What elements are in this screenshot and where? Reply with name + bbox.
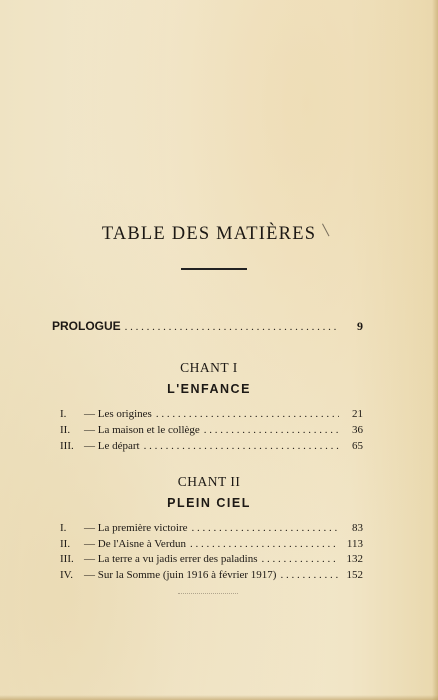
entry-title: — La maison et le collège	[84, 424, 200, 436]
dot-leader	[190, 538, 339, 550]
entry-title: — Les origines	[84, 408, 152, 420]
toc-entry	[60, 569, 363, 581]
page-number: 83	[352, 522, 363, 534]
toc-entry	[60, 440, 363, 452]
toc-entry	[60, 553, 363, 565]
faint-bleed-through	[178, 593, 238, 596]
page-edge-right	[432, 0, 438, 700]
entry-number: I.	[60, 522, 67, 534]
title-rule	[181, 268, 247, 270]
entry-number: II.	[60, 538, 71, 550]
chant-label: CHANT II	[177, 474, 241, 489]
page-number: 21	[352, 408, 363, 420]
entry-title: — La terre a vu jadis errer des paladins	[84, 553, 258, 565]
entry-title: — De l'Aisne à Verdun	[84, 538, 186, 550]
page-edge-bottom	[0, 695, 438, 700]
dot-leader	[144, 440, 339, 452]
dot-leader	[204, 424, 339, 436]
toc-entry	[60, 424, 363, 436]
dot-leader	[125, 321, 339, 333]
page-number: 9	[357, 319, 363, 333]
dot-leader	[280, 569, 339, 581]
toc-entry-prologue	[52, 319, 363, 334]
page-number: 65	[352, 440, 363, 452]
chant-title: L'ENFANCE	[167, 382, 251, 396]
entry-title: — Sur la Somme (juin 1916 à février 1917)	[84, 569, 277, 581]
entry-number: I.	[60, 408, 67, 420]
dot-leader	[261, 553, 339, 565]
entry-title: — Le départ	[84, 440, 140, 452]
dot-leader	[192, 522, 339, 534]
chant-title: PLEIN CIEL	[167, 496, 251, 510]
toc-entry	[60, 538, 363, 550]
page-number: 152	[346, 569, 363, 581]
page-title: TABLE DES MATIÈRES	[101, 224, 317, 244]
toc-entry	[60, 408, 363, 420]
chant-label: CHANT I	[180, 360, 238, 375]
page-number: 113	[346, 538, 363, 550]
entry-number: III.	[60, 553, 74, 565]
dot-leader	[156, 408, 339, 420]
toc-entry	[60, 522, 363, 534]
entry-number: III.	[60, 440, 74, 452]
entry-number: II.	[60, 424, 71, 436]
entry-title: PROLOGUE	[52, 319, 121, 333]
entry-number: IV.	[60, 569, 73, 581]
entry-title: — La première victoire	[84, 522, 188, 534]
page-number: 132	[346, 553, 363, 565]
page-number: 36	[352, 424, 363, 436]
